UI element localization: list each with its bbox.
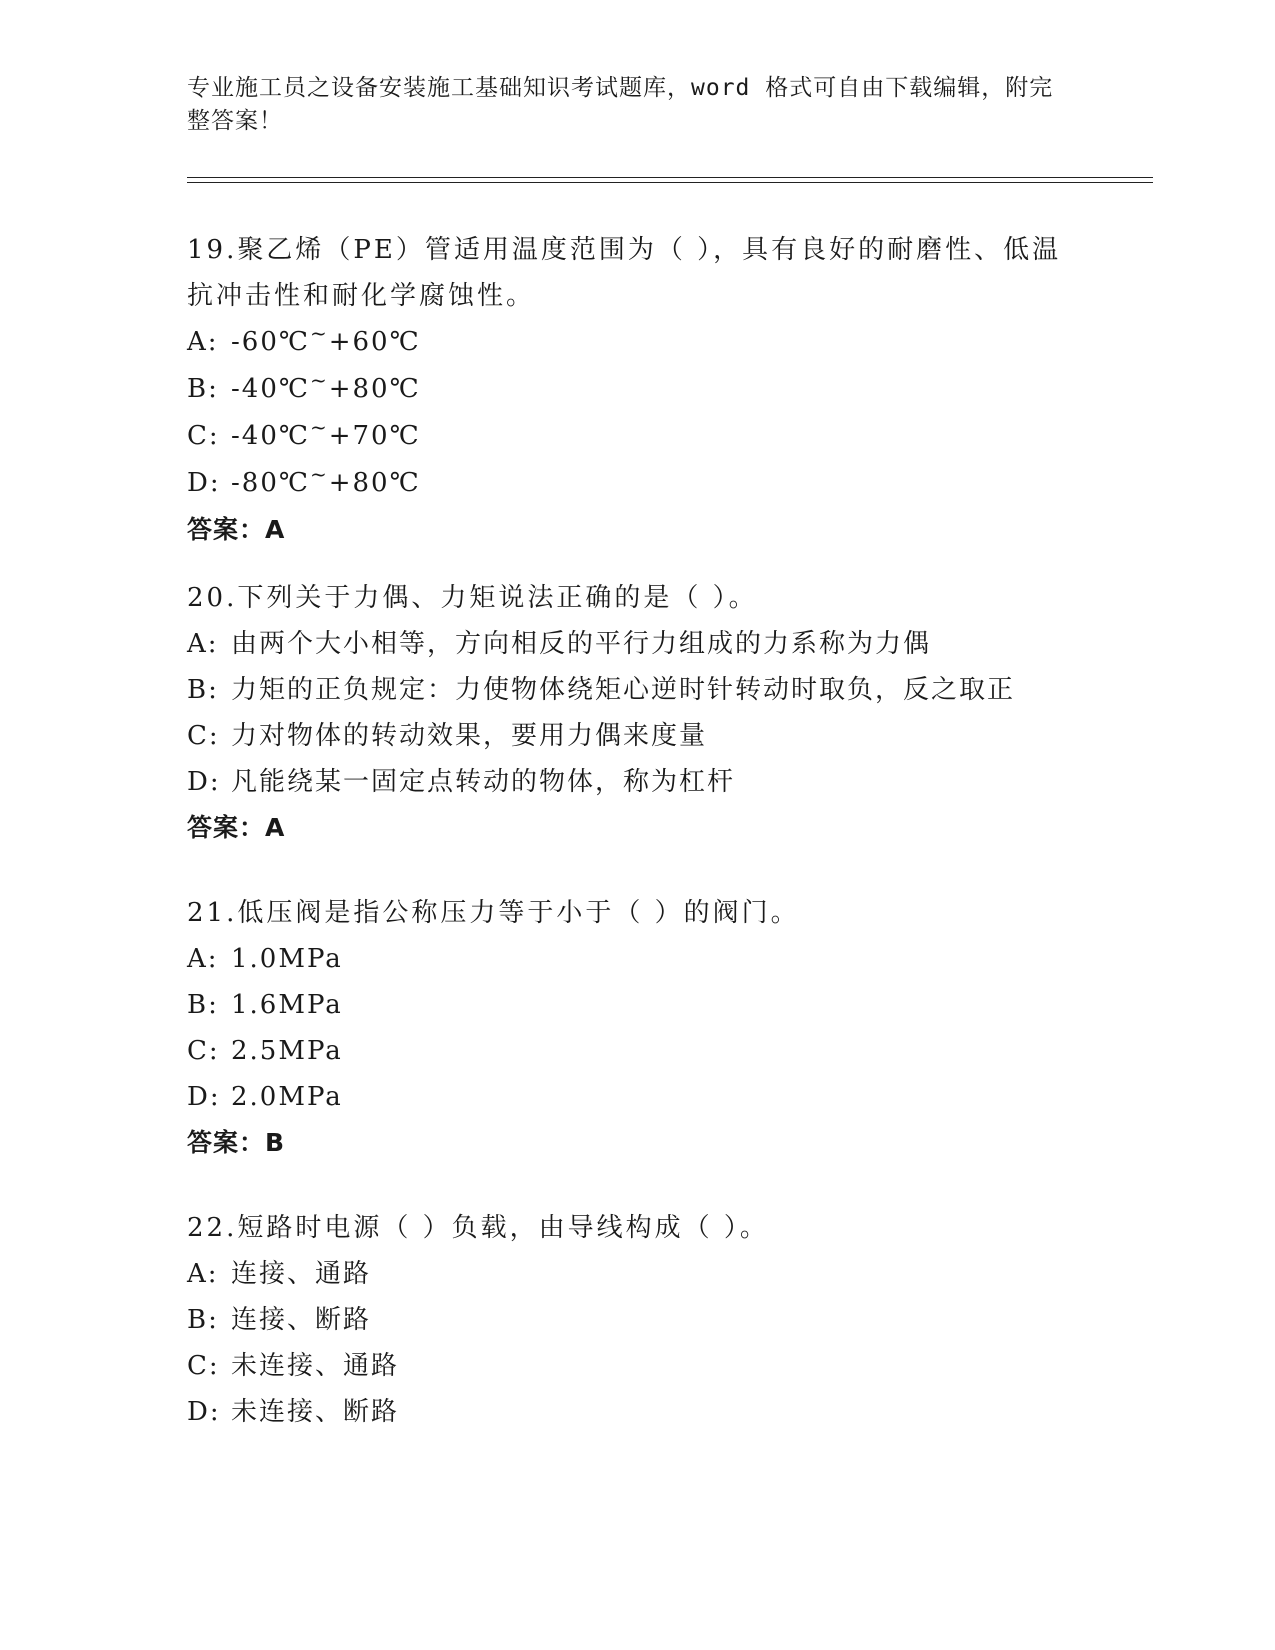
- option-letter: D:: [187, 468, 221, 498]
- option-letter: B:: [187, 374, 219, 404]
- option-a: [187, 1251, 1087, 1297]
- option-text: 由两个大小相等，方向相反的平行力组成的力系称为力偶: [231, 629, 932, 659]
- option-letter: A:: [187, 944, 219, 974]
- document-header: [187, 72, 1067, 138]
- option-letter: A:: [187, 1259, 219, 1289]
- option-text: 连接、断路: [231, 1305, 372, 1335]
- option-letter: C:: [187, 721, 220, 751]
- tilde-mark: ~: [309, 368, 329, 392]
- option-letter: B:: [187, 675, 219, 705]
- option-text: 未连接、通路: [231, 1351, 400, 1381]
- tilde-mark: ~: [309, 321, 329, 345]
- option-d: [187, 1074, 1087, 1120]
- option-text: 2.5MPa: [231, 1036, 343, 1066]
- option-d: [187, 1389, 1087, 1435]
- question-stem: 21.低压阀是指公称压力等于小于（ ）的阀门。: [187, 898, 800, 928]
- option-letter: D:: [187, 1397, 221, 1427]
- option-range-end: +60℃: [328, 327, 421, 357]
- option-a: [187, 621, 1087, 667]
- option-letter: C:: [187, 421, 220, 451]
- option-b: [187, 667, 1087, 713]
- option-range-start: -40℃: [231, 421, 310, 451]
- option-text: 1.6MPa: [231, 990, 343, 1020]
- option-range-end: +80℃: [328, 468, 421, 498]
- option-range-start: -80℃: [231, 468, 310, 498]
- option-range-start: -40℃: [231, 374, 310, 404]
- option-b: [187, 982, 1087, 1028]
- option-d: [187, 460, 1087, 507]
- tilde-mark: ~: [309, 415, 329, 439]
- option-text: 连接、通路: [231, 1259, 372, 1289]
- option-text: 2.0MPa: [231, 1082, 343, 1112]
- tilde-mark: ~: [309, 462, 329, 486]
- option-range-end: +70℃: [328, 421, 421, 451]
- option-text: 力对物体的转动效果，要用力偶来度量: [231, 721, 708, 751]
- option-b: [187, 1297, 1087, 1343]
- option-d: [187, 759, 1087, 805]
- option-letter: B:: [187, 1305, 219, 1335]
- header-divider-bottom: [187, 182, 1153, 183]
- option-c: [187, 1343, 1087, 1389]
- option-b: [187, 366, 1087, 413]
- option-c: [187, 713, 1087, 759]
- question-22: [187, 1205, 1087, 1435]
- option-a: [187, 319, 1087, 366]
- option-letter: A:: [187, 629, 219, 659]
- answer-label: 答案：A: [187, 515, 286, 544]
- option-letter: C:: [187, 1036, 220, 1066]
- option-a: [187, 936, 1087, 982]
- option-range-end: +80℃: [328, 374, 421, 404]
- question-stem-continued: 抗冲击性和耐化学腐蚀性。: [187, 281, 536, 311]
- question-stem: 19.聚乙烯（PE）管适用温度范围为（ ），具有良好的耐磨性、低温: [187, 235, 1062, 265]
- question-stem: 22.短路时电源（ ）负载，由导线构成（ ）。: [187, 1213, 769, 1243]
- option-c: [187, 1028, 1087, 1074]
- option-letter: D:: [187, 767, 221, 797]
- question-19: [187, 227, 1087, 553]
- answer-label: 答案：B: [187, 1128, 286, 1157]
- option-letter: D:: [187, 1082, 221, 1112]
- option-letter: B:: [187, 990, 219, 1020]
- header-divider-top: [187, 177, 1153, 178]
- option-letter: C:: [187, 1351, 220, 1381]
- option-letter: A:: [187, 327, 219, 357]
- question-21: [187, 890, 1087, 1166]
- answer-label: 答案：A: [187, 813, 286, 842]
- option-text: 力矩的正负规定：力使物体绕矩心逆时针转动时取负，反之取正: [231, 675, 1016, 705]
- option-range-start: -60℃: [231, 327, 310, 357]
- option-text: 1.0MPa: [231, 944, 343, 974]
- question-stem: 20.下列关于力偶、力矩说法正确的是（ ）。: [187, 583, 758, 613]
- header-line-1: 专业施工员之设备安装施工基础知识考试题库，word 格式可自由下载编辑，附完: [187, 75, 1054, 101]
- header-line-2: 整答案！: [187, 108, 283, 134]
- option-text: 凡能绕某一固定点转动的物体，称为杠杆: [231, 767, 736, 797]
- option-c: [187, 413, 1087, 460]
- question-20: [187, 575, 1087, 851]
- option-text: 未连接、断路: [231, 1397, 400, 1427]
